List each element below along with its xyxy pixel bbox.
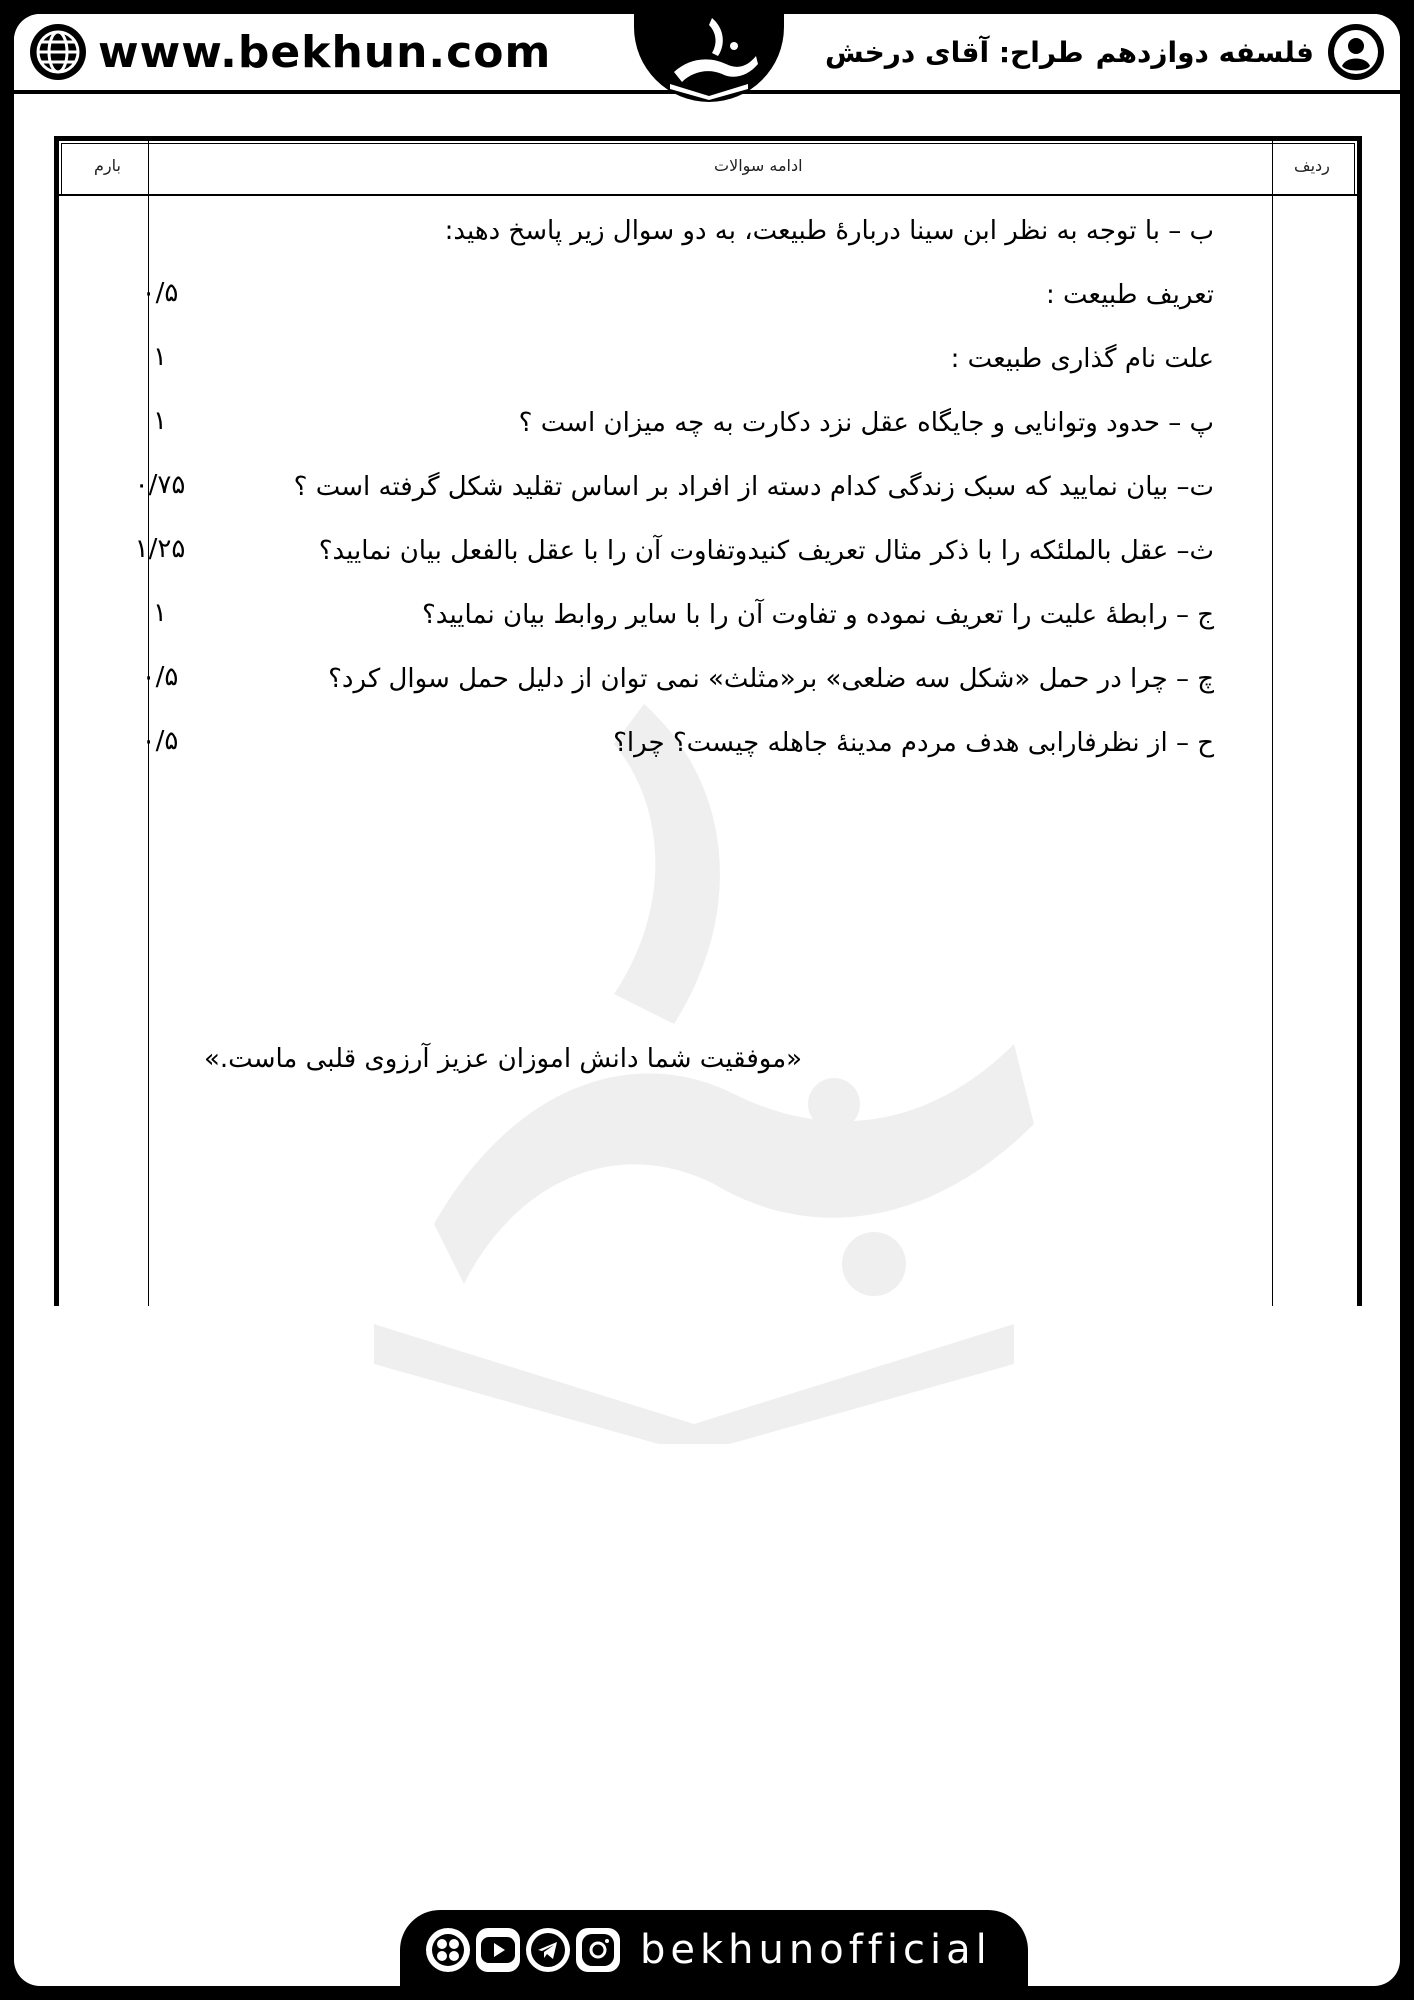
globe-icon [28, 22, 88, 82]
header-score: بارم [94, 156, 121, 175]
question-text: ث– عقل بالملئکه را با ذکر مثال تعریف کنیدوتفاوت آن را با عقل بالفعل بیان نمایید؟ [318, 536, 1214, 566]
header-row: ردیف [1294, 156, 1330, 175]
row-column-divider [1272, 141, 1273, 1306]
youtube-icon[interactable] [476, 1928, 520, 1972]
question-score: ۱ [153, 342, 167, 372]
question-score: ۱/۲۵ [134, 534, 186, 564]
brand-logo-icon [634, 14, 784, 102]
website-url[interactable]: www.bekhun.com [98, 26, 552, 78]
question-text: ت– بیان نمایید که سبک زندگی کدام دسته از افراد بر اساس تقلید شکل گرفته است ؟ [293, 472, 1214, 502]
table-right-border [1357, 136, 1362, 1306]
telegram-icon[interactable] [526, 1928, 570, 1972]
social-footer [400, 1910, 1028, 1986]
question-text: تعریف طبیعت : [1045, 280, 1214, 310]
brand-logo [634, 14, 784, 102]
question-score: ۰/۵ [141, 726, 179, 756]
exam-title: فلسفه دوازدهم [1095, 35, 1314, 69]
social-handle[interactable]: bekhunofficial [640, 1927, 992, 1973]
table-header-frame [61, 143, 1355, 196]
instagram-icon[interactable] [576, 1928, 620, 1972]
question-score: ۰/۵ [141, 278, 179, 308]
header-title-block [825, 22, 1386, 82]
exam-page [14, 14, 1400, 1986]
aparat-icon[interactable] [426, 1928, 470, 1972]
header-questions: ادامه سوالات [714, 156, 803, 175]
website-block [28, 22, 551, 82]
closing-message: «موفقیت شما دانش اموزان عزیز آرزوی قلبی ماست.» [204, 1044, 803, 1074]
question-text: علت نام گذاری طبیعت : [950, 344, 1214, 374]
designer-name: طراح: آقای درخش [825, 35, 1084, 69]
question-text: ح – از نظرفارابی هدف مردم مدینۀ جاهله چیست؟ چرا؟ [613, 728, 1214, 758]
question-score: ۱ [153, 598, 167, 628]
questions-table [54, 136, 1362, 1306]
table-header-divider [59, 194, 1357, 196]
question-text: پ – حدود وتوانایی و جایگاه عقل نزد دکارت به چه میزان است ؟ [518, 408, 1214, 438]
question-score: ۱ [153, 406, 167, 436]
table-left-border [54, 136, 59, 1306]
user-avatar-icon [1326, 22, 1386, 82]
table-top-border [54, 136, 1362, 141]
question-text: ب – با توجه به نظر ابن سینا دربارۀ طبیعت، به دو سوال زیر پاسخ دهید: [444, 216, 1214, 246]
page-header [14, 14, 1400, 94]
question-text: ج – رابطۀ علیت را تعریف نموده و تفاوت آن را با سایر روابط بیان نمایید؟ [422, 600, 1214, 630]
score-column-divider [148, 141, 149, 1306]
question-score: ۰/۷۵ [134, 470, 186, 500]
question-text: چ – چرا در حمل «شکل سه ضلعی» بر«مثلث» نمی توان از دلیل حمل سوال کرد؟ [328, 664, 1214, 694]
question-score: ۰/۵ [141, 662, 179, 692]
